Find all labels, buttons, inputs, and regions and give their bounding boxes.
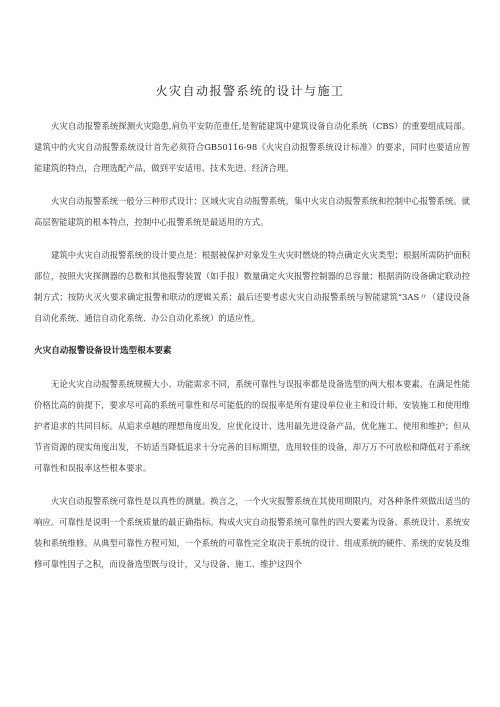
paragraph-reliability: 火灾自动报警系统可靠性是以真性的测量。换言之，一个火灾报警系统在其使用期限内，对各种条件须做出适当的响应。可靠性是说明一个系统质量的最正确指标。构成火灾自动报警系统可靠性的四大要素为设备、系统设计、系统安装和系统维修。从典型可靠性方程可知，一个系统的可靠性完全取决于系统的设计、组成系统的硬件、系统的安装及维修可靠性因子之积，而设备选型既与设计，又与设备、施工、维护这四个: [34, 496, 470, 569]
document-title: 火灾自动报警系统的设计与施工: [155, 84, 345, 98]
document-body: [34, 116, 470, 587]
paragraph-design-points: 建筑中火灾自动报警系统的设计要点是：根据被保护对象发生火灾时燃烧的特点确定火灾类型；根据所需防护面积部位，按照火灾探测器的总数和其他报警装置（如手报）数量确定火灾报警控制器的总容量；根据消防设备确定联动控制方式；按防火灭火要求确定报警和联动的逻辑关系；最后还要考虑火灾自动报警系统与智能建筑“3AS〃（建设设备自动化系统、通信自动化系统、办公自动化系统）的适应性。: [34, 250, 470, 323]
paragraph-intro: 火灾自动报警系统探测火灾隐患,肩负平安防范重任,是智能建筑中建筑设备自动化系统（CBS）的重要组成局部。建筑中的火灾自动报警系统设计首先必须符合GB50116-98《火灾自动报警系统设计标准》的要求，同时也要适应智能建筑的特点，合理选配产品，做到平安适用、技术先进、经济合理。: [34, 121, 470, 173]
paragraph-system-types: 火灾自动报警系统一般分三种形式设计：区域火灾自动报警系统，集中火灾自动报警系统和控制中心报警系统。就高层智能建筑的根本特点，控制中心报警系统是最适用的方式。: [34, 196, 470, 227]
section-heading: 火灾自动报警设备设计选型根本要素: [34, 346, 172, 356]
paragraph-selection-factors: 无论火灾自动报警系统规模大小、功能需求不同，系统可靠性与误报率都是设备选型的两大根本要素、在满足性能价格比高的前提下，要求尽可高的系统可靠性和尽可能低的的误报率是所有建设单位业主和设计师、安装施工和使用维护者追求的共同目标。从追求卓越的理想角度出发，应优化设计、选用最先进设备产品，优化施工、使用和维护；但从节省资源的现实角度出发，不妨适当降低追求十分完善的目标期望，选用较佳的设备，却万万不可放松和降低对于系统可靠性和误报率这些根本要求。: [34, 379, 470, 473]
